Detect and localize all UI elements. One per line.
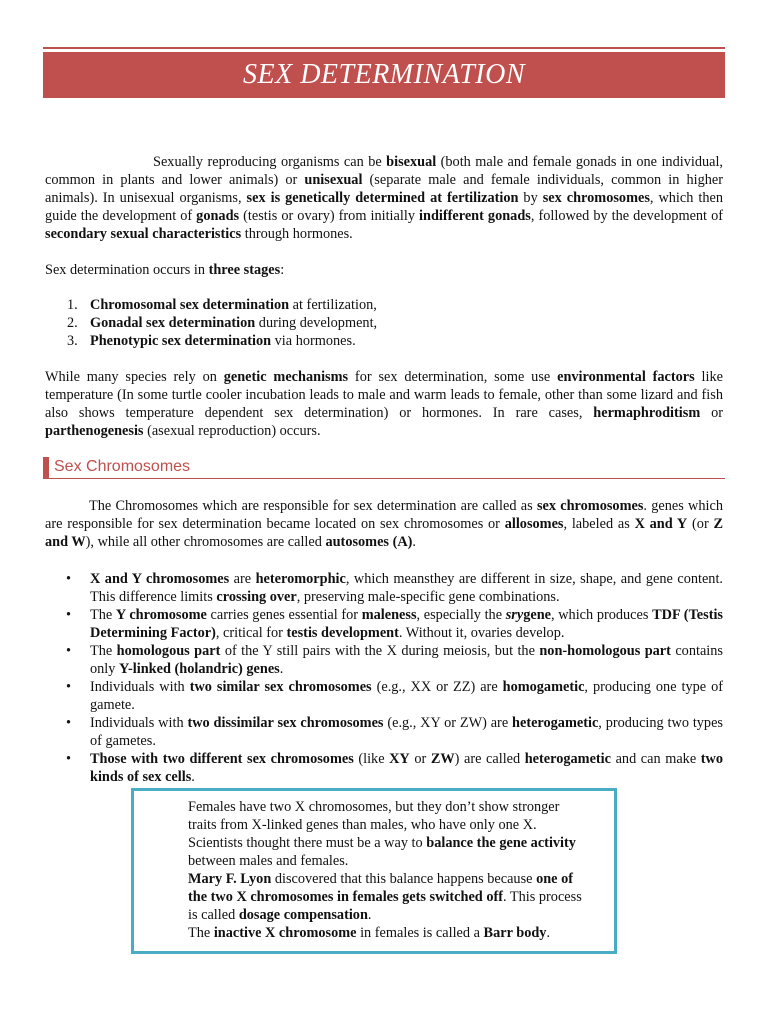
bold-term: X and Y chromosomes [90,571,230,587]
bold-term: environmental factors [557,369,695,385]
text-run: for sex determination, some use [348,369,558,385]
text-run: Females have two X chromosomes, but they don’t show stronger [188,799,560,815]
bold-term: testis development [286,625,399,641]
box-line [188,834,608,852]
text-run: , producing two types of gametes. [90,715,723,749]
section-heading-label: Sex Chromosomes [54,458,191,475]
stages-intro [45,261,723,279]
text-run: Scientists thought there must be a way to [188,835,427,851]
text-run: between males and females. [188,853,349,869]
bold-term: Y chromosome [115,607,207,623]
text-run: of the Y still pairs with the X during meiosis, but the [220,643,540,659]
bold-term: XY [389,751,410,767]
text-run: (separate male and female individuals, common in higher animals). In unisexual organisms, [45,172,723,206]
bold-term: two kinds of sex cells [90,751,723,785]
text-run: through hormones. [241,226,353,242]
text-run: , followed by the development of [530,208,723,224]
bullet-item [45,642,723,678]
text-run: carries genes essential for [206,607,362,623]
text-run: during development, [255,315,378,331]
text-run: The [90,607,116,623]
stage-item [45,332,723,350]
text-run: , which meansthey are different in size, shape, and gene content. This difference limits [90,571,723,605]
bullet-icon: • [66,715,72,731]
dosage-compensation-box [131,788,617,954]
bullet-icon: • [66,571,72,587]
text-run: via hormones. [271,333,356,349]
bold-term: the two X chromosomes in females gets switched off [188,889,504,905]
bold-term: X and Y [634,516,688,532]
text-run: . [191,769,195,785]
text-run: (both male and female gonads in one individual, common in plants and lower animals) or [45,154,724,188]
text-run: , labeled as [563,516,635,532]
bullet-icon: • [66,643,72,659]
text-run: , especially the [416,607,506,623]
title-top-rule [43,47,725,49]
text-run: . genes which are responsible for sex determination became located on sex chromosomes or [45,498,723,532]
box-line [188,852,608,870]
text-run: (like [353,751,390,767]
text-run: contains only [90,643,723,677]
text-run: . [279,661,284,677]
bold-term: genetic mechanisms [223,369,349,385]
bullet-icon: • [66,607,72,623]
bold-term: gene [523,607,551,623]
section-heading-sex-chromosomes [43,457,725,479]
bold-term: ZW [430,751,455,767]
bullet-text [90,678,723,714]
text-run: Sexually reproducing organisms can be [153,154,387,170]
bold-term: parthenogenesis [45,423,144,439]
text-run: in females is called a [356,925,484,941]
text-run: traits from X-linked genes than males, who have only one X. [188,817,537,833]
intro-text [45,154,723,242]
bold-term: crossing over [216,589,297,605]
text-run: (e.g., XY or ZW) are [383,715,513,731]
bold-term: homologous part [116,643,221,659]
stage-text [90,296,377,314]
bold-term: inactive X chromosome [213,925,357,941]
chromosome-bullet-list [45,570,723,786]
text-run: by [518,190,543,206]
text-run: are [229,571,256,587]
bold-term: Gonadal sex determination [90,315,256,331]
text-run: Individuals with [90,679,190,695]
text-run: Individuals with [90,715,188,731]
stages-intro-text [45,262,284,278]
text-run: . [546,925,551,941]
text-run: ) are called [454,751,525,767]
bold-term: sry [505,607,524,623]
text-run: , critical for [215,625,287,641]
box-line [188,798,608,816]
text-run: (e.g., XX or ZZ) are [371,679,503,695]
text-run: , which then guide the development of [45,190,723,224]
bullet-item [45,606,723,642]
chromosome-paragraph [45,497,723,551]
text-run: (or [687,516,714,532]
text-run: is called [188,907,239,923]
section-marker [43,457,49,478]
bold-term: one of [536,871,574,887]
chromosome-text [45,498,723,550]
mechanisms-text [45,369,723,439]
bullet-item [45,678,723,714]
box-line [188,870,608,888]
stage-number: 2. [67,315,78,331]
bold-term: hermaphroditism [593,405,701,421]
text-run: like temperature (In some turtle cooler incubation leads to male and warm leads to female, other than some lizard and fish also shows temperature dependent sex determination) or hormones. In rare cases, [45,369,723,421]
bullet-text [90,642,723,678]
bold-term: Barr body [483,925,547,941]
bold-term: secondary sexual characteristics [45,226,242,242]
text-run: While many species rely on [45,369,224,385]
section-underline [43,478,725,479]
bullet-text [90,606,723,642]
bold-term: indifferent gonads [419,208,531,224]
text-run: The [188,925,214,941]
mechanisms-paragraph [45,368,723,440]
bullet-text [90,750,723,786]
bold-term: two similar sex chromosomes [189,679,372,695]
text-run: or [700,405,724,421]
text-run: . This process [503,889,582,905]
intro-paragraph [45,153,723,243]
bold-term: bisexual [386,154,437,170]
bold-term: Mary F. Lyon [188,871,272,887]
bold-term: maleness [361,607,417,623]
bold-term: balance the gene activity [426,835,576,851]
box-line [188,906,608,924]
stage-number: 1. [67,297,78,313]
box-line [188,888,608,906]
text-run: . Without it, ovaries develop. [398,625,565,641]
text-run: (asexual reproduction) occurs. [143,423,321,439]
bold-term: two dissimilar sex chromosomes [187,715,384,731]
bold-term: heterogametic [512,715,599,731]
text-run: and can make [611,751,701,767]
bold-term: TDF (Testis Determining Factor) [90,607,724,641]
bold-term: Chromosomal sex determination [90,297,290,313]
text-run: discovered that this balance happens because [271,871,537,887]
page-title: SEX DETERMINATION [243,59,525,90]
bullet-icon: • [66,679,72,695]
bold-term: non-homologous part [539,643,671,659]
box-line [188,924,608,942]
bullet-text [90,714,723,750]
bold-term: sex chromosomes [542,190,650,206]
bold-term: Z and W [45,516,724,550]
text-run: , preserving male-specific gene combinations. [296,589,560,605]
bullet-item [45,750,723,786]
bold-term: Phenotypic sex determination [90,333,272,349]
text-run: . [412,534,416,550]
bold-term: Y-linked (holandric) genes [119,661,280,677]
bullet-item [45,714,723,750]
text-run: at fertilization, [289,297,377,313]
box-line [188,816,608,834]
stage-number: 3. [67,333,78,349]
stage-item [45,296,723,314]
text-run: : [280,262,285,278]
stages-list [45,296,723,350]
text-run: ), while all other chromosomes are called [85,534,326,550]
bold-term: heteromorphic [255,571,346,587]
bold-term: sex chromosomes [536,498,644,514]
bold-term: gonads [196,208,240,224]
title-banner [43,52,725,98]
stage-text [90,332,356,350]
text-run: , which produces [551,607,653,623]
text-run: (testis or ovary) from initially [239,208,420,224]
text-run: or [409,751,431,767]
text-run: , producing one type of gamete. [90,679,723,713]
bold-term: three stages [208,262,281,278]
bullet-text [90,570,723,606]
stage-text [90,314,377,332]
bullet-item [45,570,723,606]
bold-term: dosage compensation [238,907,368,923]
bold-term: allosomes [504,516,564,532]
bold-term: unisexual [304,172,363,188]
text-run: Sex determination occurs in [45,262,209,278]
stage-item [45,314,723,332]
bold-term: autosomes (A) [325,534,413,550]
bold-term: heterogametic [524,751,612,767]
bullet-icon: • [66,751,72,767]
text-run: The Chromosomes which are responsible for sex determination are called as [89,498,537,514]
box-text [188,798,608,942]
bold-term: Those with two different sex chromosomes [90,751,354,767]
text-run: The [90,643,117,659]
text-run: . [367,907,372,923]
bold-term: sex is genetically determined at fertilization [246,190,519,206]
bold-term: homogametic [502,679,585,695]
